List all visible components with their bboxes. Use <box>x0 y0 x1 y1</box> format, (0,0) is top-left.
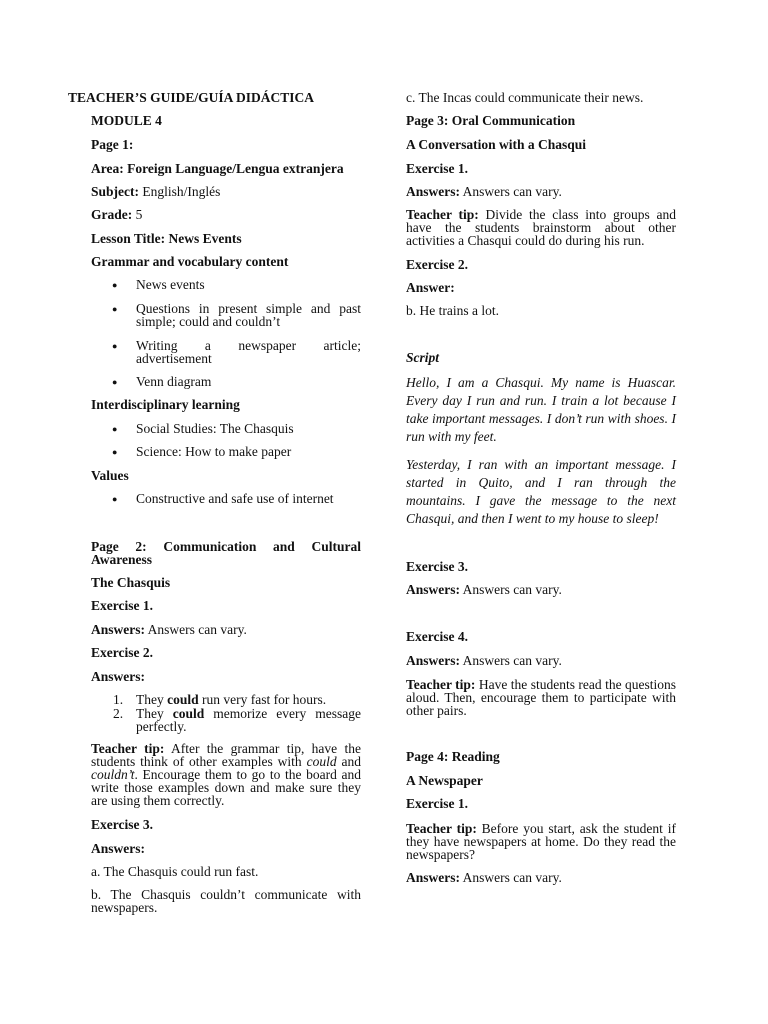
answers-label: Answers: <box>91 622 145 637</box>
interdisciplinary-item: Social Studies: The Chasquis <box>136 421 294 436</box>
list-item <box>136 707 361 733</box>
teacher-tip-label: Teacher tip: <box>406 677 476 692</box>
answers-label: Answers: <box>406 653 460 668</box>
bullet-icon: ● <box>112 341 118 351</box>
bullet-icon: ● <box>112 494 118 504</box>
grammar-heading: Grammar and vocabulary content <box>91 254 289 269</box>
answers-text: Answers can vary. <box>460 870 562 885</box>
page2-heading: Page 2: Communication and Cultural Awareness <box>91 539 361 567</box>
interdisciplinary-item: Science: How to make paper <box>136 444 292 459</box>
grade-line <box>91 208 142 221</box>
subject-value: English/Inglés <box>139 184 221 199</box>
script-label: Script <box>406 350 440 365</box>
lesson-title-line: Lesson Title: News Events <box>91 231 242 246</box>
grade-value: 5 <box>132 207 143 222</box>
answers-text: Answers can vary. <box>460 653 562 668</box>
list-item <box>136 693 326 706</box>
answers-text: Answers can vary. <box>145 622 247 637</box>
page2-exercise3: Exercise 3. <box>91 817 153 832</box>
answers-label: Answers: <box>406 184 460 199</box>
bullet-icon: ● <box>112 424 118 434</box>
tip-text: and <box>336 754 362 769</box>
list-item-text: memorize every message perfectly. <box>136 706 361 734</box>
teacher-tip-label: Teacher tip: <box>406 207 479 222</box>
answers-label: Answers: <box>406 870 460 885</box>
bullet-icon: ● <box>112 447 118 457</box>
grammar-item: News events <box>136 277 205 292</box>
answers-text: Answers can vary. <box>460 582 562 597</box>
tip-text: Divide the class into groups and have the students brainstorm about other activities a Chasqui could do during his run. <box>406 207 676 248</box>
page4-title: A Newspaper <box>406 773 483 788</box>
grammar-item: Writing a newspaper article; advertisement <box>136 338 361 366</box>
page2-ex3-answer-b: b. The Chasquis couldn’t communicate with newspapers. <box>91 887 361 915</box>
script-paragraph-2: Yesterday, I ran with an important message. I started in Quito, and I ran through the mountains. I gave the message to the next Chasqui, and then I went to my house to sleep! <box>406 457 676 526</box>
tip-italic: couldn’t <box>91 767 135 782</box>
page2-ex1-answers <box>91 623 247 636</box>
list-item-bold: could <box>167 692 199 707</box>
page3-ex4-answers <box>406 654 562 667</box>
page3-exercise1: Exercise 1. <box>406 161 468 176</box>
page3-ex1-answers <box>406 185 562 198</box>
values-item: Constructive and safe use of internet <box>136 491 334 506</box>
interdisciplinary-heading: Interdisciplinary learning <box>91 397 240 412</box>
bullet-icon: ● <box>112 377 118 387</box>
list-item-text: run very fast for hours. <box>198 692 327 707</box>
teacher-tip-label: Teacher tip: <box>406 821 477 836</box>
grammar-item: Questions in present simple and past simple; could and couldn’t <box>136 301 361 329</box>
page4-teacher-tip <box>406 822 676 861</box>
tip-text: Have the students read the questions aloud. Then, encourage them to participate with other pairs. <box>406 677 676 718</box>
bullet-icon: ● <box>112 280 118 290</box>
subject-label: Subject: <box>91 184 139 199</box>
module-label: MODULE 4 <box>91 113 162 128</box>
page4-heading: Page 4: Reading <box>406 749 500 764</box>
tip-text: Before you start, ask the student if they have newspapers at home. Do they read the newspapers? <box>406 821 676 862</box>
page2-ex2-answers-label: Answers: <box>91 669 145 684</box>
page2-exercise1: Exercise 1. <box>91 598 153 613</box>
tip-text: . Encourage them to go to the board and write those examples down and make sure they are using them correctly. <box>91 767 361 808</box>
page4-answers <box>406 871 562 884</box>
teacher-tip-label: Teacher tip: <box>91 741 165 756</box>
page3-teacher-tip <box>406 208 676 247</box>
page3-ex3-answers <box>406 583 562 596</box>
page2-ex3-answer-a: a. The Chasquis could run fast. <box>91 864 259 879</box>
script-paragraph-1: Hello, I am a Chasqui. My name is Huascar. Every day I run and run. I train a lot because I take important messages. I don’t run with shoes. I run with my feet. <box>406 375 676 444</box>
page3-exercise3: Exercise 3. <box>406 559 468 574</box>
page2-title: The Chasquis <box>91 575 171 590</box>
list-number: 1. <box>113 692 124 707</box>
grade-label: Grade: <box>91 207 133 222</box>
page1-heading: Page 1: <box>91 137 134 152</box>
page3-heading: Page 3: Oral Communication <box>406 113 576 128</box>
tip-italic: could <box>306 754 337 769</box>
page3-teacher-tip-2 <box>406 678 676 717</box>
grammar-item: Venn diagram <box>136 374 212 389</box>
page4-exercise1: Exercise 1. <box>406 796 468 811</box>
page2-ex3-answers-label: Answers: <box>91 841 145 856</box>
answers-label: Answers: <box>406 582 460 597</box>
page3-exercise2: Exercise 2. <box>406 257 468 272</box>
list-item-text: They <box>136 692 168 707</box>
subject-line <box>91 185 220 198</box>
page2-ex3-answer-c: c. The Incas could communicate their news. <box>406 90 644 105</box>
page2-teacher-tip <box>91 742 361 807</box>
values-heading: Values <box>91 468 129 483</box>
bullet-icon: ● <box>112 304 118 314</box>
page3-title: A Conversation with a Chasqui <box>406 137 587 152</box>
answers-text: Answers can vary. <box>460 184 562 199</box>
page3-exercise4: Exercise 4. <box>406 629 468 644</box>
tip-text: After the grammar tip, have the students think of other examples with <box>91 741 362 769</box>
list-item-bold: could <box>172 706 205 721</box>
area-line: Area: Foreign Language/Lengua extranjera <box>91 161 344 176</box>
page3-ex2-answer: b. He trains a lot. <box>406 303 499 318</box>
page2-exercise2: Exercise 2. <box>91 645 153 660</box>
page3-answer-label: Answer: <box>406 280 455 295</box>
list-number: 2. <box>113 706 124 721</box>
document-title: TEACHER’S GUIDE/GUÍA DIDÁCTICA <box>68 90 315 105</box>
list-item-text: They <box>136 706 173 721</box>
